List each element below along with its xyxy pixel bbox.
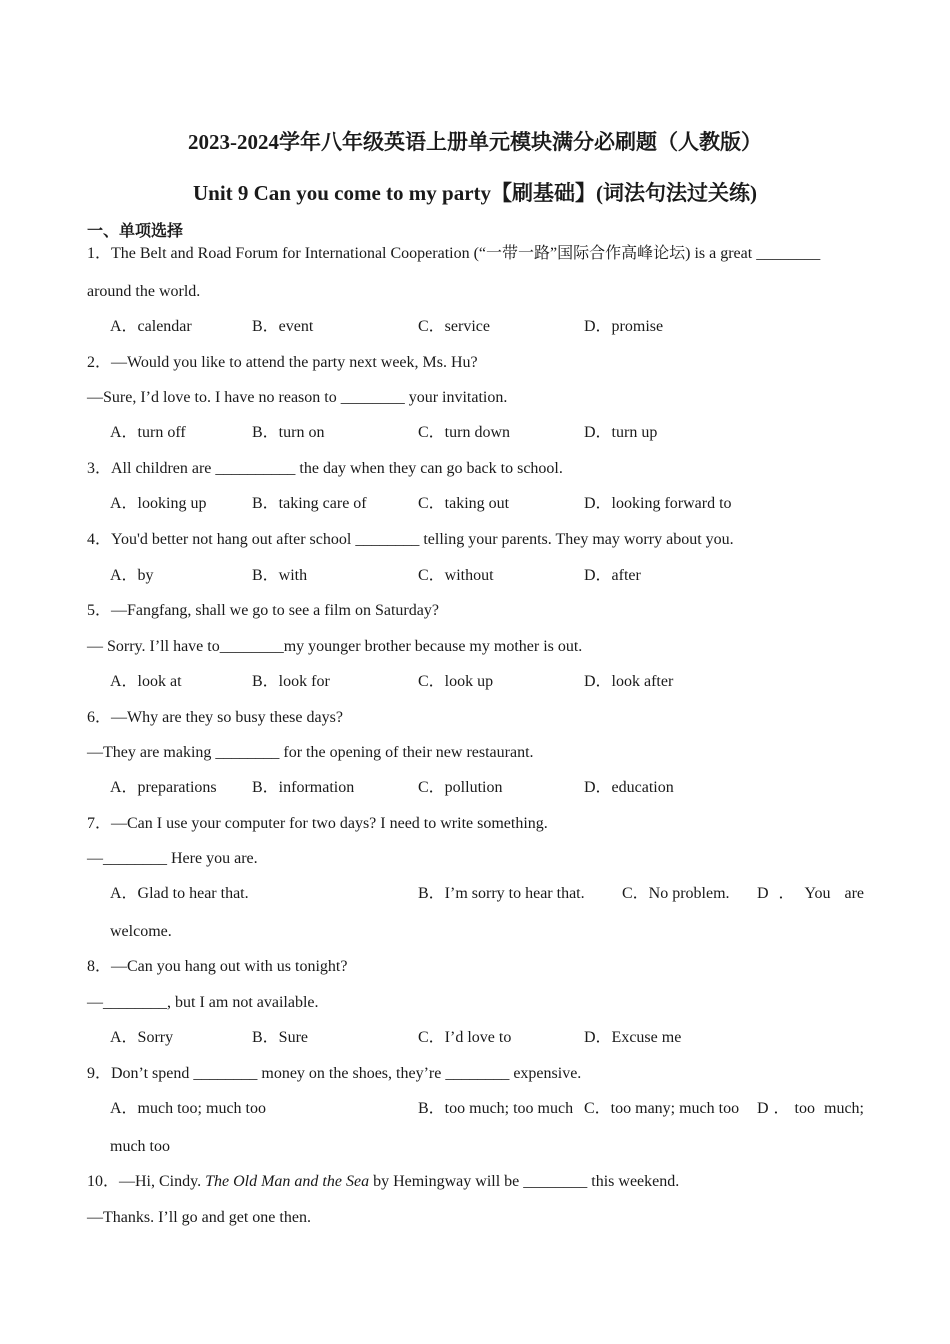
question-1-stem: 1．The Belt and Road Forum for International Cooperation (“一带一路”国际合作高峰论坛) is a great ________ <box>87 245 821 262</box>
question-4-option-b[interactable]: B．with <box>252 567 308 584</box>
question-3-option-a[interactable]: A．looking up <box>110 495 207 512</box>
question-6-stem: 6．—Why are they so busy these days? <box>87 709 343 726</box>
question-3-option-c[interactable]: C．taking out <box>418 495 510 512</box>
question-3-option-b[interactable]: B．taking care of <box>252 495 367 512</box>
question-5-option-d[interactable]: D．look after <box>584 673 674 690</box>
section-heading: 一、单项选择 <box>87 223 184 240</box>
question-6-option-c[interactable]: C．pollution <box>418 779 503 796</box>
question-7-option-c[interactable]: C．No problem. <box>622 885 730 902</box>
question-6-reply: —They are making ________ for the opening of their new restaurant. <box>87 744 534 761</box>
question-9-stem: 9．Don’t spend ________ money on the shoes, they’re ________ expensive. <box>87 1065 582 1082</box>
question-1-option-c[interactable]: C．service <box>418 318 490 335</box>
question-3-stem: 3．All children are __________ the day when they can go back to school. <box>87 460 563 477</box>
question-5-option-a[interactable]: A．look at <box>110 673 182 690</box>
question-7-option-a[interactable]: A．Glad to hear that. <box>110 885 249 902</box>
question-2-option-d[interactable]: D．turn up <box>584 424 658 441</box>
question-8-stem: 8．—Can you hang out with us tonight? <box>87 958 348 975</box>
question-2-reply: —Sure, I’d love to. I have no reason to ________ your invitation. <box>87 389 508 406</box>
question-4-option-d[interactable]: D．after <box>584 567 641 584</box>
question-8-reply: —________, but I am not available. <box>87 994 319 1011</box>
question-8-option-d[interactable]: D．Excuse me <box>584 1029 682 1046</box>
question-1-option-b[interactable]: B．event <box>252 318 314 335</box>
question-5-option-b[interactable]: B．look for <box>252 673 330 690</box>
question-8-option-a[interactable]: A．Sorry <box>110 1029 174 1046</box>
question-10-reply: —Thanks. I’ll go and get one then. <box>87 1209 311 1226</box>
question-9-option-d-cont: much too <box>110 1138 170 1155</box>
question-8-option-b[interactable]: B．Sure <box>252 1029 309 1046</box>
question-1-option-d[interactable]: D．promise <box>584 318 664 335</box>
question-1-option-a[interactable]: A．calendar <box>110 318 192 335</box>
question-6-option-a[interactable]: A．preparations <box>110 779 217 796</box>
question-5-option-c[interactable]: C．look up <box>418 673 494 690</box>
question-4-option-c[interactable]: C．without <box>418 567 494 584</box>
question-7-stem: 7．—Can I use your computer for two days? I need to write something. <box>87 815 548 832</box>
question-2-option-b[interactable]: B．turn on <box>252 424 325 441</box>
page-subtitle: Unit 9 Can you come to my party【刷基础】(词法句法过关练) <box>192 181 758 205</box>
question-2-option-c[interactable]: C．turn down <box>418 424 511 441</box>
question-7-option-d-cont: welcome. <box>110 923 172 940</box>
question-10-stem-prefix: 10．—Hi, Cindy. <box>87 1173 206 1190</box>
question-8-option-c[interactable]: C．I’d love to <box>418 1029 512 1046</box>
question-1-stem-cont: around the world. <box>87 283 201 300</box>
question-3-option-d[interactable]: D．looking forward to <box>584 495 732 512</box>
question-7-option-d[interactable]: D．You are <box>757 885 864 902</box>
question-9-option-b[interactable]: B．too much; too much <box>418 1100 574 1117</box>
question-7-reply: —________ Here you are. <box>87 850 258 867</box>
question-4-stem: 4．You'd better not hang out after school ________ telling your parents. They may worry about you. <box>87 531 734 548</box>
question-7-option-b[interactable]: B．I’m sorry to hear that. <box>418 885 585 902</box>
question-5-stem: 5．—Fangfang, shall we go to see a film on Saturday? <box>87 602 439 619</box>
question-10-stem-suffix: by Hemingway will be ________ this weekend. <box>369 1173 680 1190</box>
question-2-stem: 2．—Would you like to attend the party next week, Ms. Hu? <box>87 354 478 371</box>
page-title: 2023-2024学年八年级英语上册单元模块满分必刷题（人教版） <box>188 130 762 154</box>
question-4-option-a[interactable]: A．by <box>110 567 154 584</box>
question-9-option-c[interactable]: C．too many; much too <box>584 1100 740 1117</box>
question-2-option-a[interactable]: A．turn off <box>110 424 186 441</box>
question-9-option-d[interactable]: D．too much; <box>757 1100 864 1117</box>
question-9-option-a[interactable]: A．much too; much too <box>110 1100 266 1117</box>
question-10-stem <box>87 1172 679 1192</box>
question-6-option-d[interactable]: D．education <box>584 779 674 796</box>
question-5-reply: — Sorry. I’ll have to________my younger brother because my mother is out. <box>87 638 583 655</box>
question-10-book-title: The Old Man and the Sea <box>205 1173 370 1190</box>
question-6-option-b[interactable]: B．information <box>252 779 355 796</box>
